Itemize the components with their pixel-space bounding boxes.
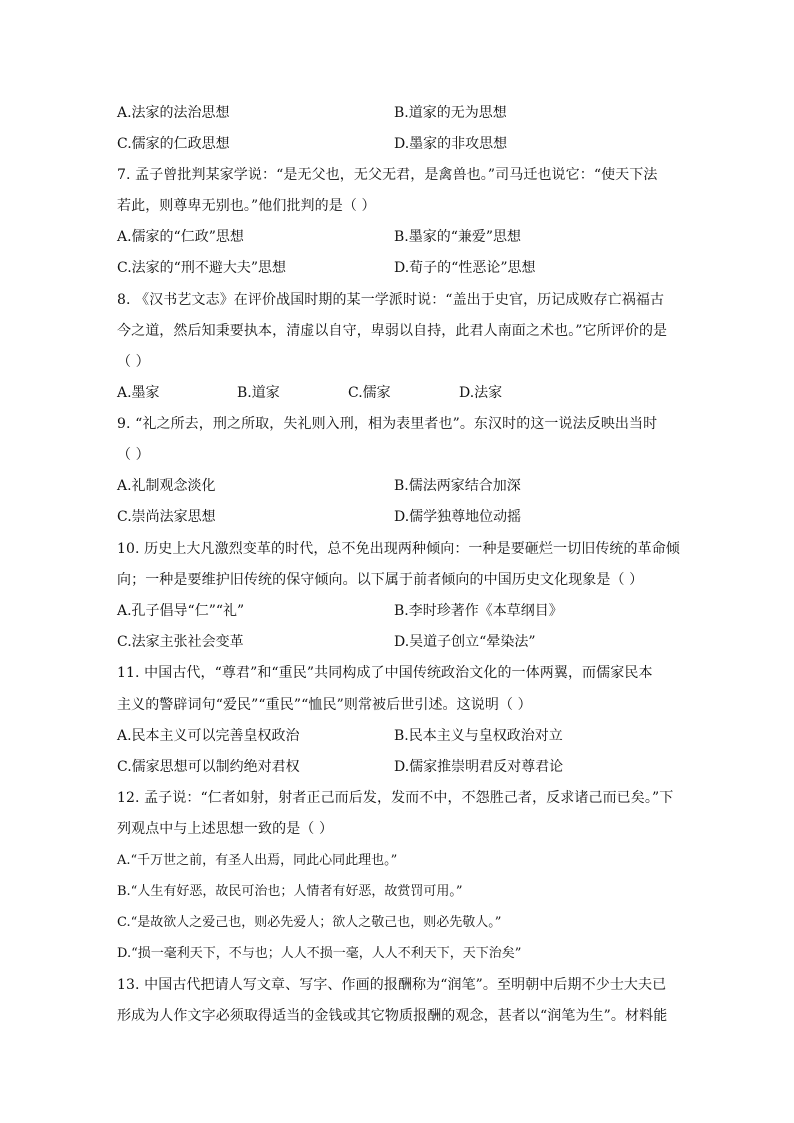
q6-option-d: D.墨家的非攻思想 [394,136,508,152]
q10-option-d: D.吴道子创立“晕染法” [394,634,536,650]
q7-option-b: B.墨家的“兼爱”思想 [394,229,522,245]
q9-option-d: D.儒学独尊地位动摇 [394,509,522,525]
q9-option-c: C.崇尚法家思想 [117,509,216,525]
q7-stem-line-1: 7. 孟子曾批判某家学说：“是无父也，无父无君，是禽兽也。”司马迁也说它：“使天下法 [117,167,658,183]
q6-option-b: B.道家的无为思想 [394,105,507,121]
q9-option-a: A.礼制观念淡化 [117,478,216,494]
q11-option-a: A.民本主义可以完善皇权政治 [117,728,300,744]
q8-option-c: C.儒家 [348,385,391,401]
q12-option-d: D.“损一毫利天下，不与也；人人不损一毫，人人不利天下，天下治矣” [117,946,522,961]
q12-stem-line-1: 12. 孟子说：“仁者如射，射者正己而后发，发而不中，不怨胜己者，反求诸己而已矣。”下 [117,790,674,806]
q6-option-c: C.儒家的仁政思想 [117,136,230,152]
q7-option-c: C.法家的“刑不避大夫”思想 [117,260,286,276]
q12-stem-line-2: 列观点中与上述思想一致的是（ ） [117,821,334,837]
q10-option-a: A.孔子倡导“仁”“礼” [117,603,245,619]
q10-stem-line-2: 向；一种是要维护旧传统的保守倾向。以下属于前者倾向的中国历史文化现象是（ ） [117,572,644,588]
q7-stem-line-2: 若此，则尊卑无别也。”他们批判的是（ ） [117,198,376,214]
q9-stem-line-2: （ ） [117,447,150,463]
q6-option-a: A.法家的法治思想 [117,105,230,121]
q13-stem-line-1: 13. 中国古代把请人写文章、写字、作画的报酬称为“润笔”。至明朝中后期不少士大夫已 [117,977,667,993]
q10-option-b: B.李时珍著作《本草纲目》 [394,603,563,619]
q8-stem-line-3: （ ） [117,354,150,370]
q12-option-c: C.“是故欲人之爱己也，则必先爱人；欲人之敬己也，则必先敬人。” [117,915,502,930]
q9-stem-line-1: 9. “礼之所去，刑之所取，失礼则入刑，相为表里者也”。东汉时的这一说法反映出当时 [117,416,658,432]
q10-stem-line-1: 10. 历史上大凡激烈变革的时代，总不免出现两种倾向：一种是要砸烂一切旧传统的革命倾 [117,541,680,557]
q8-option-d: D.法家 [459,385,503,401]
q8-stem-line-2: 今之道，然后知秉要执本，清虚以自守，卑弱以自持，此君人南面之术也。”它所评价的是 [117,323,668,339]
q12-option-b: B.“人生有好恶，故民可治也；人情者有好恶，故赏罚可用。” [117,884,463,899]
q13-stem-line-2: 形成为人作文字必须取得适当的金钱或其它物质报酬的观念，甚者以“润笔为生”。材料能 [117,1008,668,1024]
q8-stem-line-1: 8. 《汉书艺文志》在评价战国时期的某一学派时说：“盖出于史官，历记成败存亡祸福古 [117,292,665,308]
q9-option-b: B.儒法两家结合加深 [394,478,521,494]
q8-option-a: A.墨家 [117,385,160,401]
q7-option-a: A.儒家的“仁政”思想 [117,229,244,245]
q8-option-b: B.道家 [237,385,280,401]
q11-option-c: C.儒家思想可以制约绝对君权 [117,759,300,775]
q7-option-d: D.荀子的“性恶论”思想 [394,260,536,276]
q11-option-d: D.儒家推崇明君反对尊君论 [394,759,564,775]
q12-option-a: A.“千万世之前，有圣人出焉，同此心同此理也。” [117,853,398,868]
q10-option-c: C.法家主张社会变革 [117,634,244,650]
q11-stem-line-1: 11. 中国古代，“尊君”和“重民”共同构成了中国传统政治文化的一体两翼，而儒家民本 [117,665,653,681]
q11-option-b: B.民本主义与皇权政治对立 [394,728,563,744]
q11-stem-line-2: 主义的警辟词句“爱民”“重民”“恤民”则常被后世引述。这说明（ ） [117,697,532,713]
